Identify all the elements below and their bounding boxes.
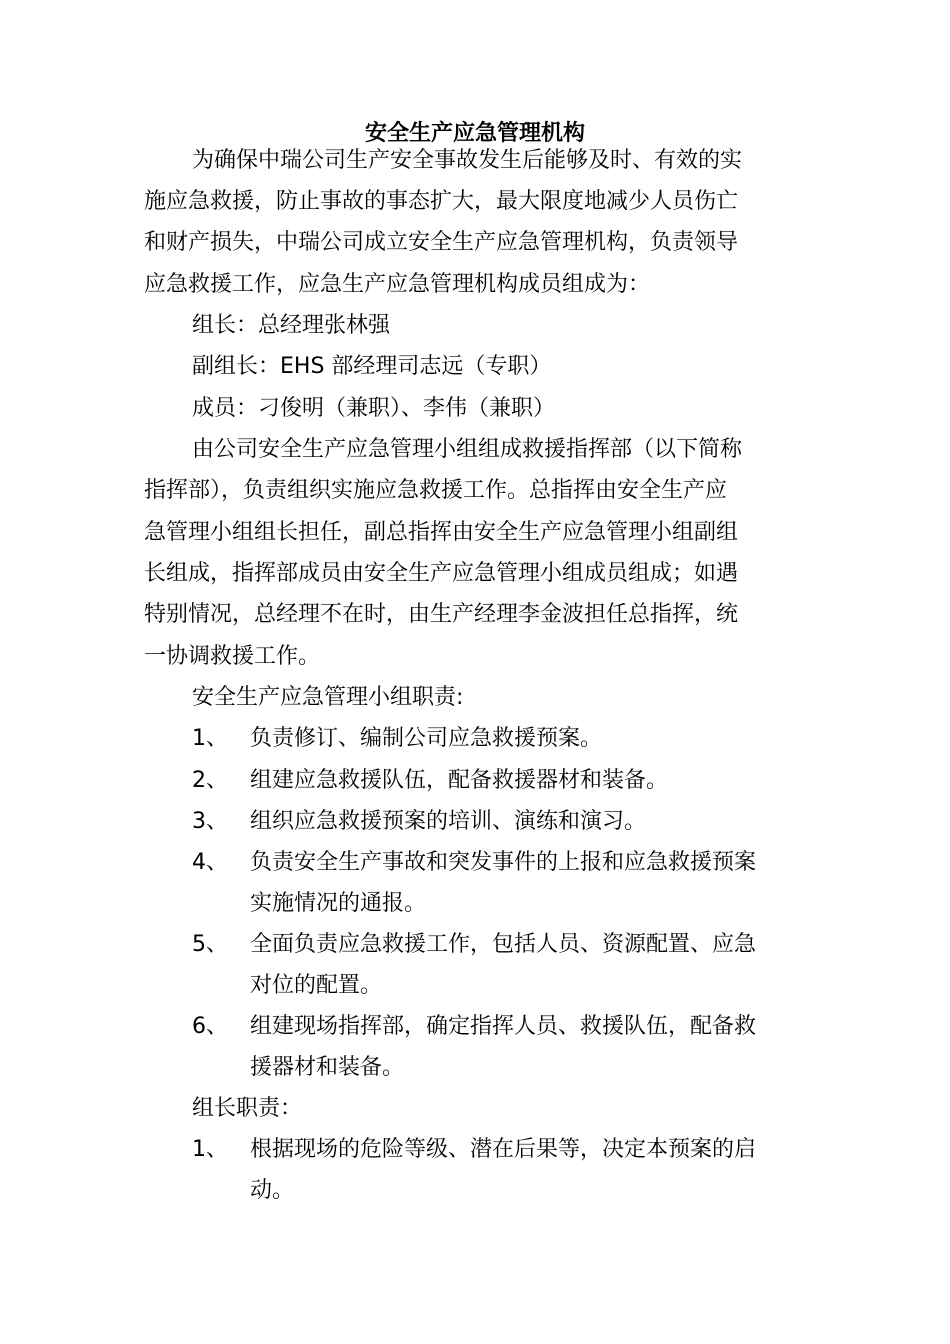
duty-text: 组织应急救援预案的培训、演练和演习。 [250, 809, 647, 834]
intro-line: 施应急救援，防止事故的事态扩大，最大限度地减少人员伤亡 [144, 189, 739, 214]
command-line: 由公司安全生产应急管理小组组成救援指挥部（以下简称 [192, 437, 743, 462]
duty-text: 负责修订、编制公司应急救援预案。 [250, 726, 603, 751]
duties-heading: 安全生产应急管理小组职责: [192, 685, 464, 710]
leader-duties-heading: 组长职责： [192, 1096, 303, 1121]
intro-line: 应急救援工作，应急生产应急管理机构成员组成为： [144, 272, 651, 297]
command-line: 长组成，指挥部成员由安全生产应急管理小组成员组成；如遇 [144, 561, 739, 586]
duty-number: 2、 [192, 768, 228, 793]
intro-line: 为确保中瑞公司生产安全事故发生后能够及时、有效的实 [192, 148, 743, 173]
duty-text: 援器材和装备。 [250, 1055, 405, 1080]
duty-text: 负责安全生产事故和突发事件的上报和应急救援预案 [250, 850, 757, 875]
duty-text: 实施情况的通报。 [250, 891, 427, 916]
leader-duty-text: 动。 [250, 1178, 295, 1203]
command-line: 急管理小组组长担任，副总指挥由安全生产应急管理小组副组 [144, 520, 739, 545]
duty-text: 全面负责应急救援工作，包括人员、资源配置、应急 [250, 932, 757, 957]
duty-number: 5、 [192, 932, 228, 957]
command-line: 特别情况，总经理不在时，由生产经理李金波担任总指挥，统 [144, 602, 739, 627]
duty-number: 3、 [192, 809, 228, 834]
command-line: 一协调救援工作。 [144, 644, 321, 669]
member-deputy: 副组长：EHS 部经理司志远（专职） [192, 354, 552, 379]
duty-number: 4、 [192, 850, 228, 875]
command-line: 指挥部），负责组织实施应急救援工作。总指挥由安全生产应 [144, 478, 728, 503]
duty-text: 组建现场指挥部，确定指挥人员、救援队伍，配备救 [250, 1014, 757, 1039]
leader-duty-number: 1、 [192, 1137, 228, 1162]
document-title: 安全生产应急管理机构 [364, 121, 585, 146]
member-leader: 组长：总经理张林强 [192, 313, 391, 338]
leader-duty-text: 根据现场的危险等级、潜在后果等，决定本预案的启 [250, 1137, 757, 1162]
duty-number: 1、 [192, 726, 228, 751]
duty-text: 对位的配置。 [250, 973, 383, 998]
intro-line: 和财产损失，中瑞公司成立安全生产应急管理机构，负责领导 [144, 230, 739, 255]
duty-number: 6、 [192, 1014, 228, 1039]
duty-text: 组建应急救援队伍，配备救援器材和装备。 [250, 768, 669, 793]
member-members: 成员：刁俊明（兼职）、李伟（兼职） [192, 396, 556, 421]
